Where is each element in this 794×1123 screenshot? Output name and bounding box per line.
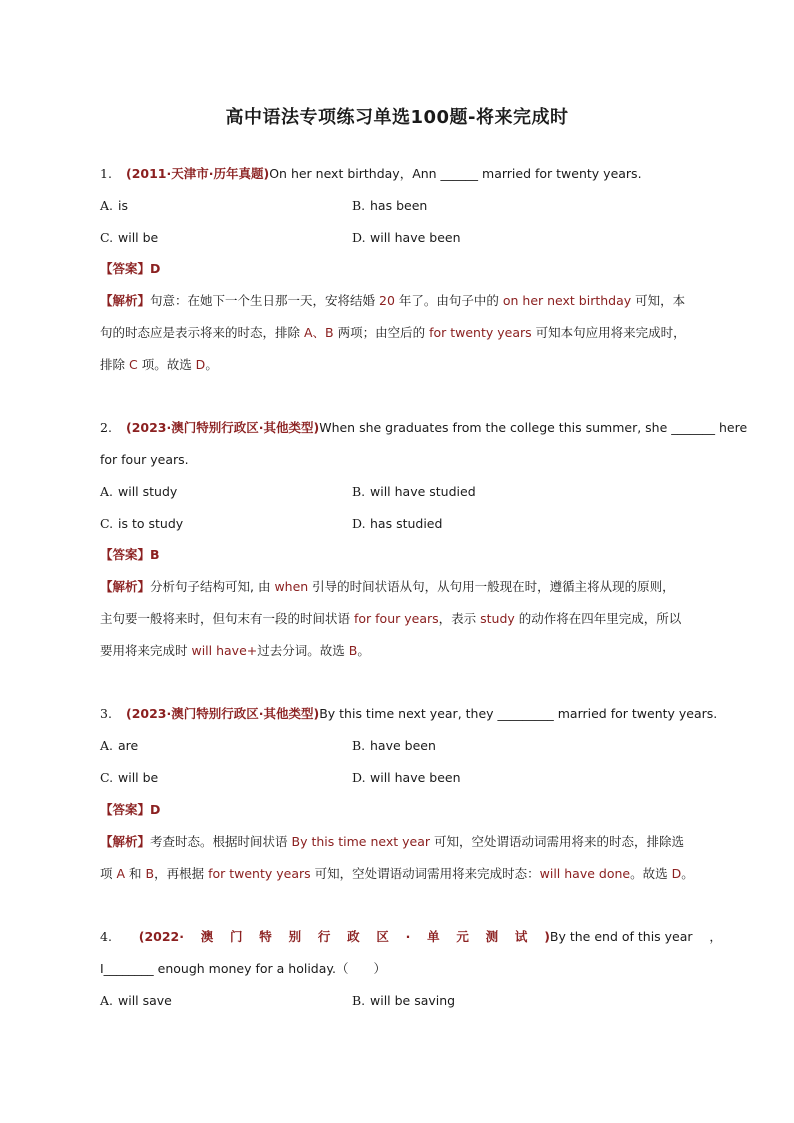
answer-value: D [150,261,161,276]
question-number: 3. [100,706,112,721]
analysis-label: 【解析】 [100,834,151,849]
question-text: By this time next year, they _________ married for twenty years. [319,706,718,721]
question-source: (2011·天津市·历年真题) [125,166,270,181]
question-2-stem [100,418,748,438]
answer-line [100,545,722,565]
option-a: A. is [100,198,128,213]
analysis-line-1: 【解析】句意：在她下一个生日那一天，安将结婚 20 年了。由句子中的 on her next birthday 可知，本 [100,293,686,308]
option-a: A. are [100,738,139,753]
answer-label: 【答案】 [100,261,151,276]
page-title: 高中语法专项练习单选100题-将来完成时 [225,107,569,128]
answer-line [100,259,722,279]
question-source: (2023·澳门特别行政区·其他类型) [125,706,320,721]
analysis-line-3: 要用将来完成时 will have+过去分词。故选 B。 [100,643,370,658]
option-b: B. has been [352,198,428,213]
option-d: D. has studied [352,516,443,531]
analysis-line-2: 主句要一般将来时，但句末有一段的时间状语 for four years，表示 study 的动作将在四年里完成，所以 [100,611,682,626]
analysis-line-2: 项 A 和 B，再根据 for twenty years 可知，空处谓语动词需用将来完成时态：will have done。故选 D。 [100,866,694,881]
question-text: When she graduates from the college this summer, she _______ here [319,420,748,435]
option-a: A. will save [100,993,172,1008]
analysis-line-2: 句的时态应是表示将来的时态，排除 A、B 两项；由空后的 for twenty years 可知本句应用将来完成时， [100,325,686,340]
question-number: 4. [100,929,112,944]
question-text: On her next birthday，Ann ______ married for twenty years. [269,166,642,181]
question-4-stem: 4. (2022· 澳 门 特 别 行 政 区 · 单 元 测 试 )By the end of this year ， [100,927,722,947]
option-b: B. will be saving [352,993,456,1008]
question-number: 2. [100,420,112,435]
option-c: C. will be [100,230,159,245]
question-4-stem-cont: I________ enough money for a holiday.（ ） [100,961,386,976]
option-c: C. is to study [100,516,184,531]
answer-value: D [150,802,161,817]
analysis-label: 【解析】 [100,579,151,594]
answer-line [100,800,722,820]
option-c: C. will be [100,770,159,785]
analysis-label: 【解析】 [100,293,151,308]
option-b: B. will have studied [352,484,476,499]
answer-value: B [150,547,160,562]
analysis-line-1: 【解析】分析句子结构可知, 由 when 引导的时间状语从句，从句用一般现在时，遵循主将从现的原则， [100,579,675,594]
question-2-stem-cont: for four years. [100,452,189,467]
option-a: A. will study [100,484,178,499]
question-1-stem [100,164,722,184]
analysis-line-3: 排除 C 项。故选 D。 [100,357,218,372]
question-number: 1. [100,166,112,181]
question-3-stem [100,704,722,724]
option-b: B. have been [352,738,436,753]
option-d: D. will have been [352,770,461,785]
analysis-line-1: 【解析】考查时态。根据时间状语 By this time next year 可知，空处谓语动词需用将来的时态，排除选 [100,834,684,849]
option-d: D. will have been [352,230,461,245]
question-source: (2023·澳门特别行政区·其他类型) [125,420,320,435]
answer-label: 【答案】 [100,802,151,817]
answer-label: 【答案】 [100,547,151,562]
